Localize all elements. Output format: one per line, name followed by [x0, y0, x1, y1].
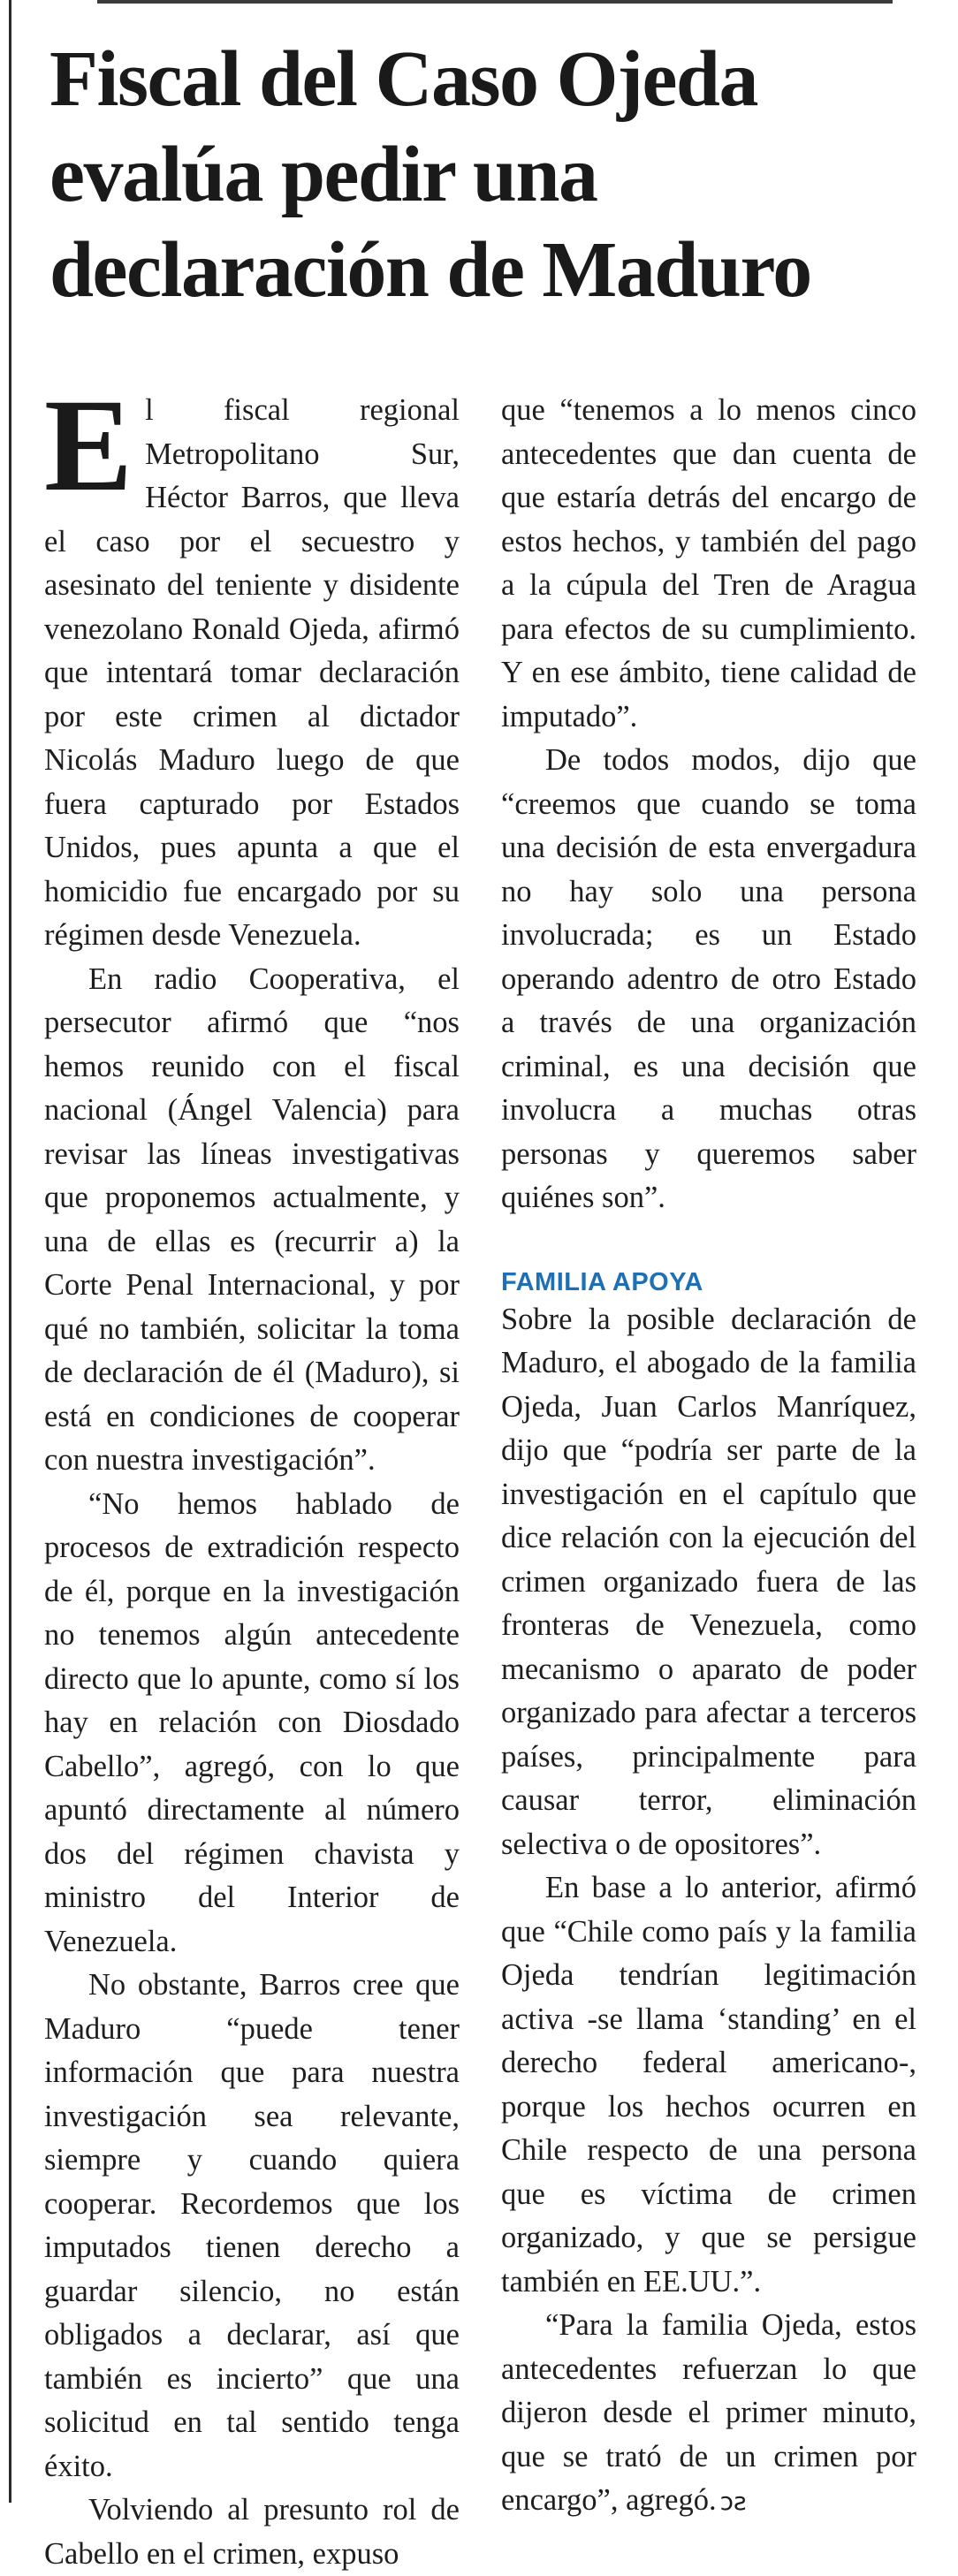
section-subhead: FAMILIA APOYA	[501, 1267, 703, 1296]
left-column-rule	[9, 0, 11, 2503]
article-paragraph	[501, 2304, 916, 2524]
article-paragraph: No obstante, Barros cree que Maduro “puede tener información que para nuestra investigación sea relevante, siempre y cuando quiera cooperar. Recordemos que los imputados tienen derecho a guardar silencio, no están obligados a declarar, así que también es incierto” que una solicitud en tal sentido tenga éxito.	[44, 1968, 460, 2483]
article-column-right	[501, 389, 916, 2524]
closing-text: “Para la familia Ojeda, estos antecedentes refuerzan lo que dijeron desde el primer minuto, que se trató de un crimen por encargo”, agregó.	[501, 2308, 916, 2517]
article-paragraph: Volviendo al presunto rol de Cabello en el crimen, expuso	[44, 2493, 460, 2571]
top-rule-divider	[97, 0, 893, 4]
article-paragraph	[44, 372, 460, 958]
article-paragraph: que “tenemos a lo menos cinco antecedentes que dan cuenta de que estaría detrás del encargo de estos hechos, y también del pago a la cúpula del Tren de Aragua para efectos de su cumplimiento. Y en ese ámbito, tiene calidad de imputado”.	[501, 393, 916, 733]
article-paragraph: Sobre la posible declaración de Maduro, el abogado de la familia Ojeda, Juan Carlos Manríquez, dijo que “podría ser parte de la investigación en el capítulo que dice relación con la ejecución del crimen organizado fuera de las fronteras de Venezuela, como mecanismo o aparato de poder organizado para afectar a terceros países, principalmente para causar terror, eliminación selectiva o de opositores”.	[501, 1302, 916, 1861]
article-paragraph: De todos modos, dijo que “creemos que cuando se toma una decisión de esta envergadura no hay solo una persona involucrada; es un Estado operando adentro de otro Estado a través de una organización criminal, es una decisión que involucra a muchas otras personas y queremos saber quiénes son”.	[501, 743, 916, 1214]
article-paragraph: “No hemos hablado de procesos de extradición respecto de él, porque en la investigación no tenemos algún antecedente directo que lo apunte, como sí los hay en relación con Diosdado Cabello”, agregó, con lo que apuntó directamente al número dos del régimen chavista y ministro del Interior de Venezuela.	[44, 1486, 460, 1958]
lead-text: l fiscal regional Metropolitano Sur, Héctor Barros, que lleva el caso por el secuestro y asesinato del teniente y disidente venezolano Ronald Ojeda, afirmó que intentará tomar declaración por este crimen al dictador Nicolás Maduro luego de que fuera capturado por Estados Unidos, pues apunta a que el homicidio fue encargado por su régimen desde Venezuela.	[44, 393, 460, 952]
article-column-left	[44, 372, 460, 2576]
article-headline: Fiscal del Caso Ojeda evalúa pedir una declaración de Maduro	[49, 35, 811, 314]
drop-cap: E	[44, 372, 133, 519]
end-of-article-icon: ↄƨ	[719, 2487, 747, 2516]
article-paragraph: En radio Cooperativa, el persecutor afirmó que “nos hemos reunido con el fiscal nacional (Ángel Valencia) para revisar las líneas investigativas que proponemos actualmente, y una de ellas es (recurrir a) la Corte Penal Internacional, y por qué no también, solicitar la toma de declaración de él (Maduro), si está en condiciones de cooperar con nuestra investigación”.	[44, 961, 460, 1477]
article-paragraph: En base a lo anterior, afirmó que “Chile como país y la familia Ojeda tendrían legitimación activa -se llama ‘standing’ en el derecho federal americano-, porque los hechos ocurren en Chile respecto de una persona que es víctima de crimen organizado, y que se persigue también en EE.UU.”.	[501, 1871, 916, 2299]
